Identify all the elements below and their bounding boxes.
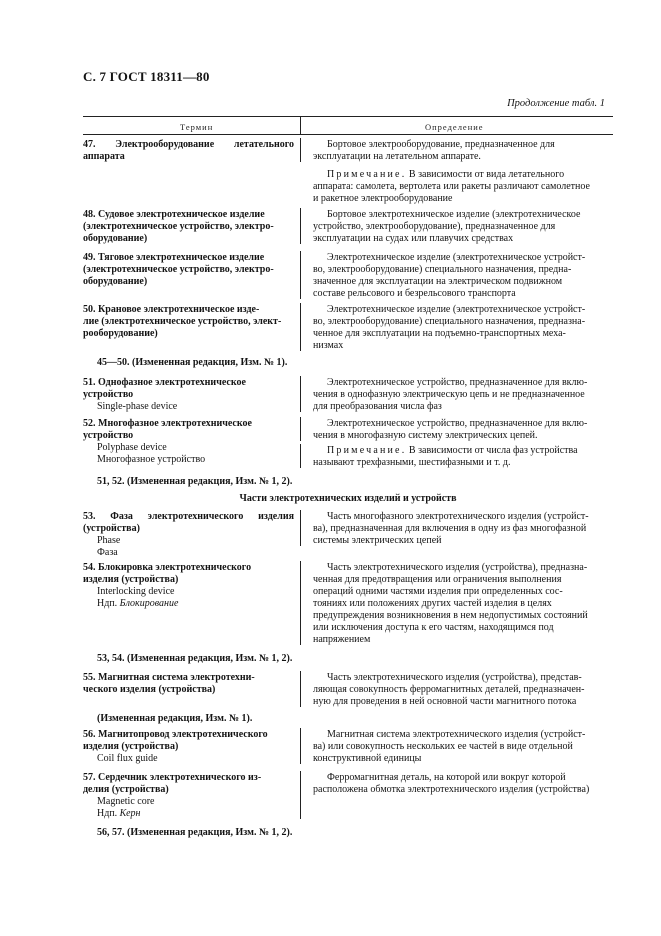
term-48 [83, 209, 294, 245]
def-49-line3: значенное для эксплуатации на электрическом подвижном [313, 276, 563, 287]
continuation-label: Продолжение табл. 1 [507, 98, 605, 109]
def-51-line3: для преобразования числа фаз [313, 401, 442, 412]
term-57-line1: 57. Сердечник электротехнического из- [83, 772, 262, 783]
header-divider [300, 116, 301, 134]
term-57-line2: делия (устройства) [83, 784, 169, 795]
note-47-line1: В зависимости от вида летательного [408, 169, 565, 180]
def-54-line4: тояниях или положениях других частей изделия в целях [313, 598, 552, 609]
divider-53 [300, 510, 301, 546]
term-52 [83, 418, 294, 466]
divider-52a [300, 417, 301, 441]
term-47 [83, 139, 294, 163]
amendment-56-57: 56, 57. (Измененная редакция, Изм. № 1, 2). [97, 827, 293, 838]
divider-50 [300, 303, 301, 351]
definition-53 [313, 511, 613, 547]
term-54-ndp-label: Ндп. [97, 598, 118, 609]
def-55-line1: Часть электротехнического изделия (устройства), представ- [327, 672, 582, 683]
def-49-line4: составе рельсового и безрельсового транспорта [313, 288, 516, 299]
def-49-line1: Электротехническое изделие (электротехническое устройст- [327, 252, 586, 263]
term-54 [83, 562, 294, 610]
term-50 [83, 304, 294, 340]
definition-52 [313, 418, 613, 442]
term-55 [83, 672, 294, 696]
term-57-ndp: Керн [119, 808, 141, 819]
def-48-line2: устройство, электрооборудование), предназначенное для [313, 221, 556, 232]
definition-50 [313, 304, 613, 352]
term-48-line3: оборудование) [83, 233, 148, 244]
note-47 [313, 169, 613, 205]
def-56-line3: конструктивной единицы [313, 753, 422, 764]
note-47-line2: аппарата: самолета, вертолета или ракеты различают самолетное [313, 181, 590, 192]
term-50-line3: рооборудование) [83, 328, 158, 339]
term-53-alt: Фаза [97, 547, 118, 558]
note-52-label: Примечание. [327, 445, 407, 456]
def-54-line6: или исключения доступа к его частям, находящимся под [313, 622, 554, 633]
def-50-line3: ченное для эксплуатации на подъемно-транспортных меха- [313, 328, 566, 339]
note-52-line1: В зависимости от числа фаз устройства [408, 445, 578, 456]
term-55-line1: 55. Магнитная система электротехни- [83, 672, 255, 683]
note-47-label: Примечание. [327, 169, 407, 180]
term-47-line1: 47. Электрооборудование летательного [83, 139, 294, 150]
term-49-line1: 49. Тяговое электротехническое изделие [83, 252, 265, 263]
divider-48 [300, 208, 301, 244]
term-55-line2: ческого изделия (устройства) [83, 684, 216, 695]
term-52-alt: Многофазное устройство [97, 454, 206, 465]
def-48-line1: Бортовое электротехническое изделие (электротехническое [327, 209, 581, 220]
def-50-line2: во, электрооборудование) специального назначения, предназна- [313, 316, 586, 327]
page-header: С. 7 ГОСТ 18311—80 [83, 69, 210, 84]
term-54-line2: изделия (устройства) [83, 574, 179, 585]
term-57 [83, 772, 294, 820]
term-53-english: Phase [97, 535, 121, 546]
def-50-line4: низмах [313, 340, 344, 351]
def-52-line1: Электротехническое устройство, предназначенное для вклю- [327, 418, 588, 429]
note-52-line2: называют трехфазными, шестифазными и т. д. [313, 457, 511, 468]
def-49-line2: во, электрооборудование) специального назначения, предна- [313, 264, 572, 275]
def-55-line3: ную для проведения в ней основной части магнитного потока [313, 696, 577, 707]
def-51-line1: Электротехническое устройство, предназначенное для вклю- [327, 377, 588, 388]
def-47-line1: Бортовое электрооборудование, предназначенное для [327, 139, 555, 150]
def-47-line2: эксплуатации на летательном аппарате. [313, 151, 481, 162]
term-51-line1: 51. Однофазное электротехническое [83, 377, 246, 388]
divider-57 [300, 771, 301, 819]
def-56-line1: Магнитная система электротехнического изделия (устройст- [327, 729, 586, 740]
def-54-line2: ченная для предотвращения или ограничения выполнения [313, 574, 562, 585]
term-51-english: Single-phase device [97, 401, 178, 412]
term-56-english: Coil flux guide [97, 753, 158, 764]
amendment-53-54: 53, 54. (Измененная редакция, Изм. № 1, 2). [97, 653, 293, 664]
term-56 [83, 729, 294, 765]
term-52-line1: 52. Многофазное электротехническое [83, 418, 252, 429]
def-57-line1: Ферромагнитная деталь, на которой или вокруг которой [327, 772, 566, 783]
term-48-line2: (электротехническое устройство, электро- [83, 221, 274, 232]
divider-47 [300, 138, 301, 162]
def-52-line2: чения в многофазную систему электрических цепей. [313, 430, 538, 441]
def-53-line3: системы электрических цепей [313, 535, 442, 546]
term-53 [83, 511, 294, 559]
def-53-line2: ва), предназначенная для включения в одну из фаз многофазной [313, 523, 587, 534]
column-header-definition: Определение [425, 122, 484, 132]
term-56-line1: 56. Магнитопровод электротехнического [83, 729, 268, 740]
term-52-line2: устройство [83, 430, 134, 441]
term-47-line2: аппарата [83, 151, 125, 162]
definition-51 [313, 377, 613, 413]
divider-52b [300, 444, 301, 468]
term-53-line1: 53. Фаза электротехнического изделия [83, 511, 294, 522]
term-51 [83, 377, 294, 413]
definition-54 [313, 562, 613, 646]
def-53-line1: Часть многофазного электротехнического изделия (устройст- [327, 511, 589, 522]
divider-54 [300, 561, 301, 645]
term-54-ndp: Блокирование [119, 598, 179, 609]
term-50-line1: 50. Крановое электротехническое изде- [83, 304, 260, 315]
amendment-45-50: 45—50. (Измененная редакция, Изм. № 1). [97, 357, 288, 368]
definition-49 [313, 252, 613, 300]
term-50-line2: лие (электротехническое устройство, элект- [83, 316, 282, 327]
term-54-line1: 54. Блокировка электротехнического [83, 562, 252, 573]
column-header-term: Термин [180, 122, 214, 132]
term-54-english: Interlocking device [97, 586, 175, 597]
term-51-line2: устройство [83, 389, 134, 400]
def-54-line3: операций одними частями изделия при определенных сос- [313, 586, 563, 597]
term-52-english: Polyphase device [97, 442, 167, 453]
def-54-line7: напряжением [313, 634, 371, 645]
table-header-rule [83, 134, 613, 135]
def-57-line2: расположена обмотка электротехнического изделия (устройства) [313, 784, 590, 795]
term-49 [83, 252, 294, 288]
definition-57 [313, 772, 613, 796]
definition-48 [313, 209, 613, 245]
def-54-line5: предупреждения возникновения в нем недопустимых состояний [313, 610, 588, 621]
def-50-line1: Электротехническое изделие (электротехническое устройст- [327, 304, 586, 315]
term-57-english: Magnetic core [97, 796, 155, 807]
def-56-line2: ва) или совокупность нескольких ее частей в виде отдельной [313, 741, 573, 752]
term-56-line2: изделия (устройства) [83, 741, 179, 752]
term-49-line3: оборудование) [83, 276, 148, 287]
def-54-line1: Часть электротехнического изделия (устройства), предназна- [327, 562, 588, 573]
definition-47 [313, 139, 613, 163]
amendment-55: (Измененная редакция, Изм. № 1). [97, 713, 253, 724]
term-49-line2: (электротехническое устройство, электро- [83, 264, 274, 275]
divider-51 [300, 376, 301, 412]
divider-55 [300, 671, 301, 707]
note-47-line3: и ракетное электрооборудование [313, 193, 453, 204]
divider-49 [300, 251, 301, 299]
definition-56 [313, 729, 613, 765]
term-57-ndp-label: Ндп. [97, 808, 118, 819]
term-53-line2: (устройства) [83, 523, 140, 534]
term-48-line1: 48. Судовое электротехническое изделие [83, 209, 265, 220]
section-title: Части электротехнических изделий и устройств [239, 493, 457, 504]
amendment-51-52: 51, 52. (Измененная редакция, Изм. № 1, 2). [97, 476, 293, 487]
def-48-line3: эксплуатации на судах или плавучих средствах [313, 233, 514, 244]
divider-56 [300, 728, 301, 764]
note-52 [313, 445, 613, 469]
table-top-rule [83, 116, 613, 117]
definition-55 [313, 672, 613, 708]
def-51-line2: чения в однофазную электрическую цепь и не предназначенное [313, 389, 585, 400]
def-55-line2: ляющая совокупность ферромагнитных деталей, предназначен- [313, 684, 585, 695]
